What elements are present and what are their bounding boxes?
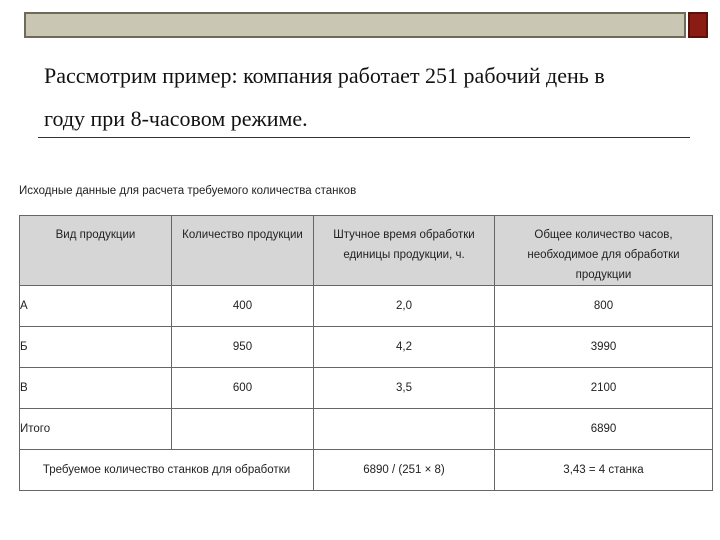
cell-quantity: 950 [172,327,314,368]
cell-product: Б [20,327,172,368]
table-caption: Исходные данные для расчета требуемого количества станков [19,185,357,197]
cell-product: В [20,368,172,409]
total-label: Итого [20,409,172,450]
table-header-row [20,216,713,286]
total-row [20,409,713,450]
cell-unit-time: 2,0 [314,286,495,327]
table-row [20,327,713,368]
cell-total-hours: 800 [495,286,713,327]
heading-divider [38,137,690,138]
required-machines-formula: 6890 / (251 × 8) [314,450,495,491]
cell-unit-time: 3,5 [314,368,495,409]
table-row [20,286,713,327]
slide-heading [44,54,694,140]
cell-total-hours: 3990 [495,327,713,368]
header-unit-time: Штучное время обработки единицы продукции, ч. [314,216,495,286]
cell-total-hours: 2100 [495,368,713,409]
required-machines-result: 3,43 = 4 станка [495,450,713,491]
cell-quantity: 600 [172,368,314,409]
total-empty-cell [314,409,495,450]
header-product-type: Вид продукции [20,216,172,286]
header-total-hours: Общее количество часов, необходимое для обработки продукции [495,216,713,286]
decorative-red-square [688,12,708,38]
table-row [20,368,713,409]
cell-quantity: 400 [172,286,314,327]
total-hours-value: 6890 [495,409,713,450]
header-quantity: Количество продукции [172,216,314,286]
total-empty-cell [172,409,314,450]
required-machines-row [20,450,713,491]
required-machines-label: Требуемое количество станков для обработки [20,450,314,491]
heading-line-1: Рассмотрим пример: компания работает 251 рабочий день в [44,63,605,88]
decorative-top-bar [24,12,686,38]
cell-product: А [20,286,172,327]
cell-unit-time: 4,2 [314,327,495,368]
machines-calculation-table [19,215,713,491]
heading-line-2: году при 8-часовом режиме. [44,106,308,131]
